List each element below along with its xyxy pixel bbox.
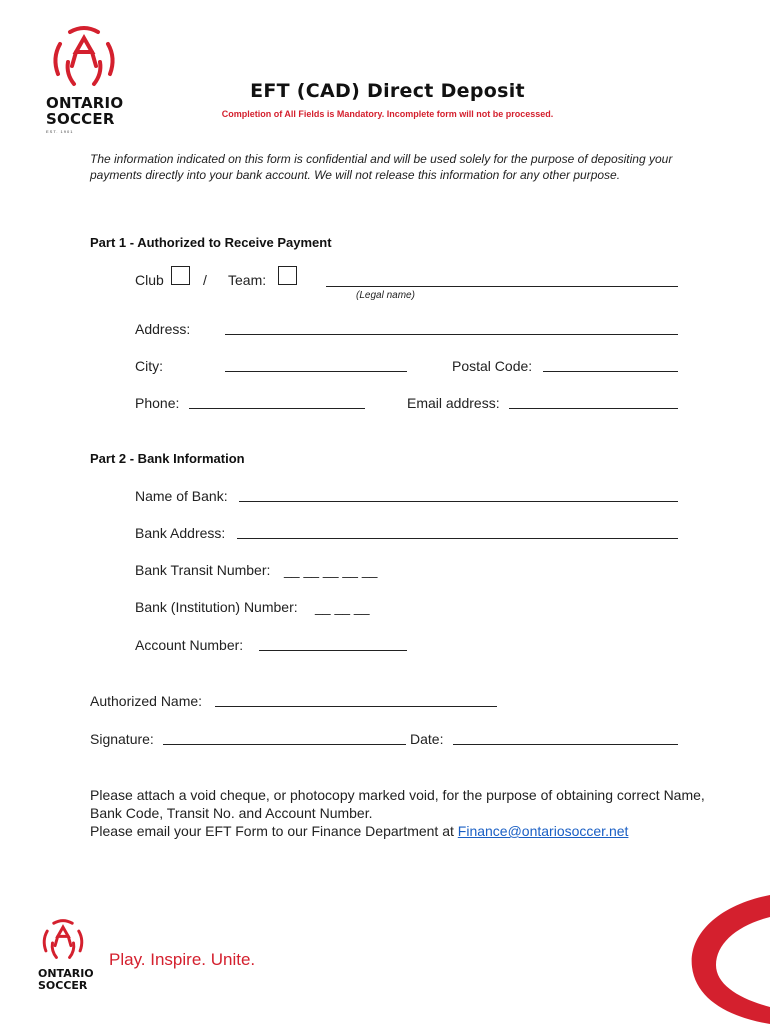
red-swoosh-decoration xyxy=(688,895,770,1024)
account-number-label: Account Number: xyxy=(135,637,244,653)
bank-name-label: Name of Bank: xyxy=(135,488,228,504)
bank-name-field[interactable] xyxy=(239,501,678,502)
logo-est: EST. 1901 xyxy=(46,129,74,134)
institution-number-label: Bank (Institution) Number: xyxy=(135,599,298,615)
authorized-name-label: Authorized Name: xyxy=(90,693,203,709)
bank-address-field[interactable] xyxy=(237,538,678,539)
email-field[interactable] xyxy=(509,408,678,409)
phone-field[interactable] xyxy=(189,408,365,409)
institution-number-field[interactable]: __ __ __ xyxy=(315,599,370,615)
address-label: Address: xyxy=(135,321,191,337)
part1-heading: Part 1 - Authorized to Receive Payment xyxy=(90,235,332,250)
account-number-field[interactable] xyxy=(259,650,407,651)
date-field[interactable] xyxy=(453,744,678,745)
mandatory-notice: Completion of All Fields is Mandatory. Incomplete form will not be processed. xyxy=(221,109,554,119)
tagline: Play. Inspire. Unite. xyxy=(109,950,256,969)
void-cheque-instruction: Please attach a void cheque, or photocopy marked void, for the purpose of obtaining correct Name, Bank Code, Transit No. and Account Number. xyxy=(90,787,705,821)
address-field[interactable] xyxy=(225,334,678,335)
authorized-name-field[interactable] xyxy=(215,706,497,707)
phone-label: Phone: xyxy=(135,395,180,411)
legal-name-field[interactable] xyxy=(326,286,678,287)
footer-wordmark-ontario: ONTARIO xyxy=(38,967,94,980)
club-label: Club xyxy=(135,272,164,288)
void-cheque-note xyxy=(90,786,710,840)
form-title: EFT (CAD) Direct Deposit xyxy=(250,80,525,102)
logo-wordmark-ontario: ONTARIO xyxy=(46,94,124,112)
postal-code-field[interactable] xyxy=(543,371,678,372)
team-checkbox[interactable] xyxy=(278,266,297,285)
transit-number-field[interactable]: __ __ __ __ __ xyxy=(284,562,378,578)
email-label: Email address: xyxy=(407,395,500,411)
city-field[interactable] xyxy=(225,371,407,372)
footer-wordmark-soccer: SOCCER xyxy=(38,979,88,992)
postal-code-label: Postal Code: xyxy=(452,358,533,374)
team-label: Team: xyxy=(228,272,267,288)
part2-heading: Part 2 - Bank Information xyxy=(90,451,245,466)
email-instruction: Please email your EFT Form to our Finance Department at xyxy=(90,823,458,839)
slash-separator: / xyxy=(203,272,207,288)
city-label: City: xyxy=(135,358,163,374)
signature-field[interactable] xyxy=(163,744,406,745)
logo-wordmark-soccer: SOCCER xyxy=(46,110,115,128)
bank-address-label: Bank Address: xyxy=(135,525,226,541)
legal-name-hint: (Legal name) xyxy=(356,290,415,301)
soccer-ball-icon xyxy=(38,915,88,963)
ontario-soccer-logo-footer xyxy=(38,915,98,992)
date-label: Date: xyxy=(410,731,444,747)
signature-label: Signature: xyxy=(90,731,154,747)
transit-number-label: Bank Transit Number: xyxy=(135,562,271,578)
confidentiality-notice: The information indicated on this form is confidential and will be used solely for the purpose of depositing your payments directly into your bank account. We will not release this information for any other purpose. xyxy=(90,152,673,182)
club-checkbox[interactable] xyxy=(171,266,190,285)
finance-email-link[interactable]: Finance@ontariosoccer.net xyxy=(457,823,629,839)
